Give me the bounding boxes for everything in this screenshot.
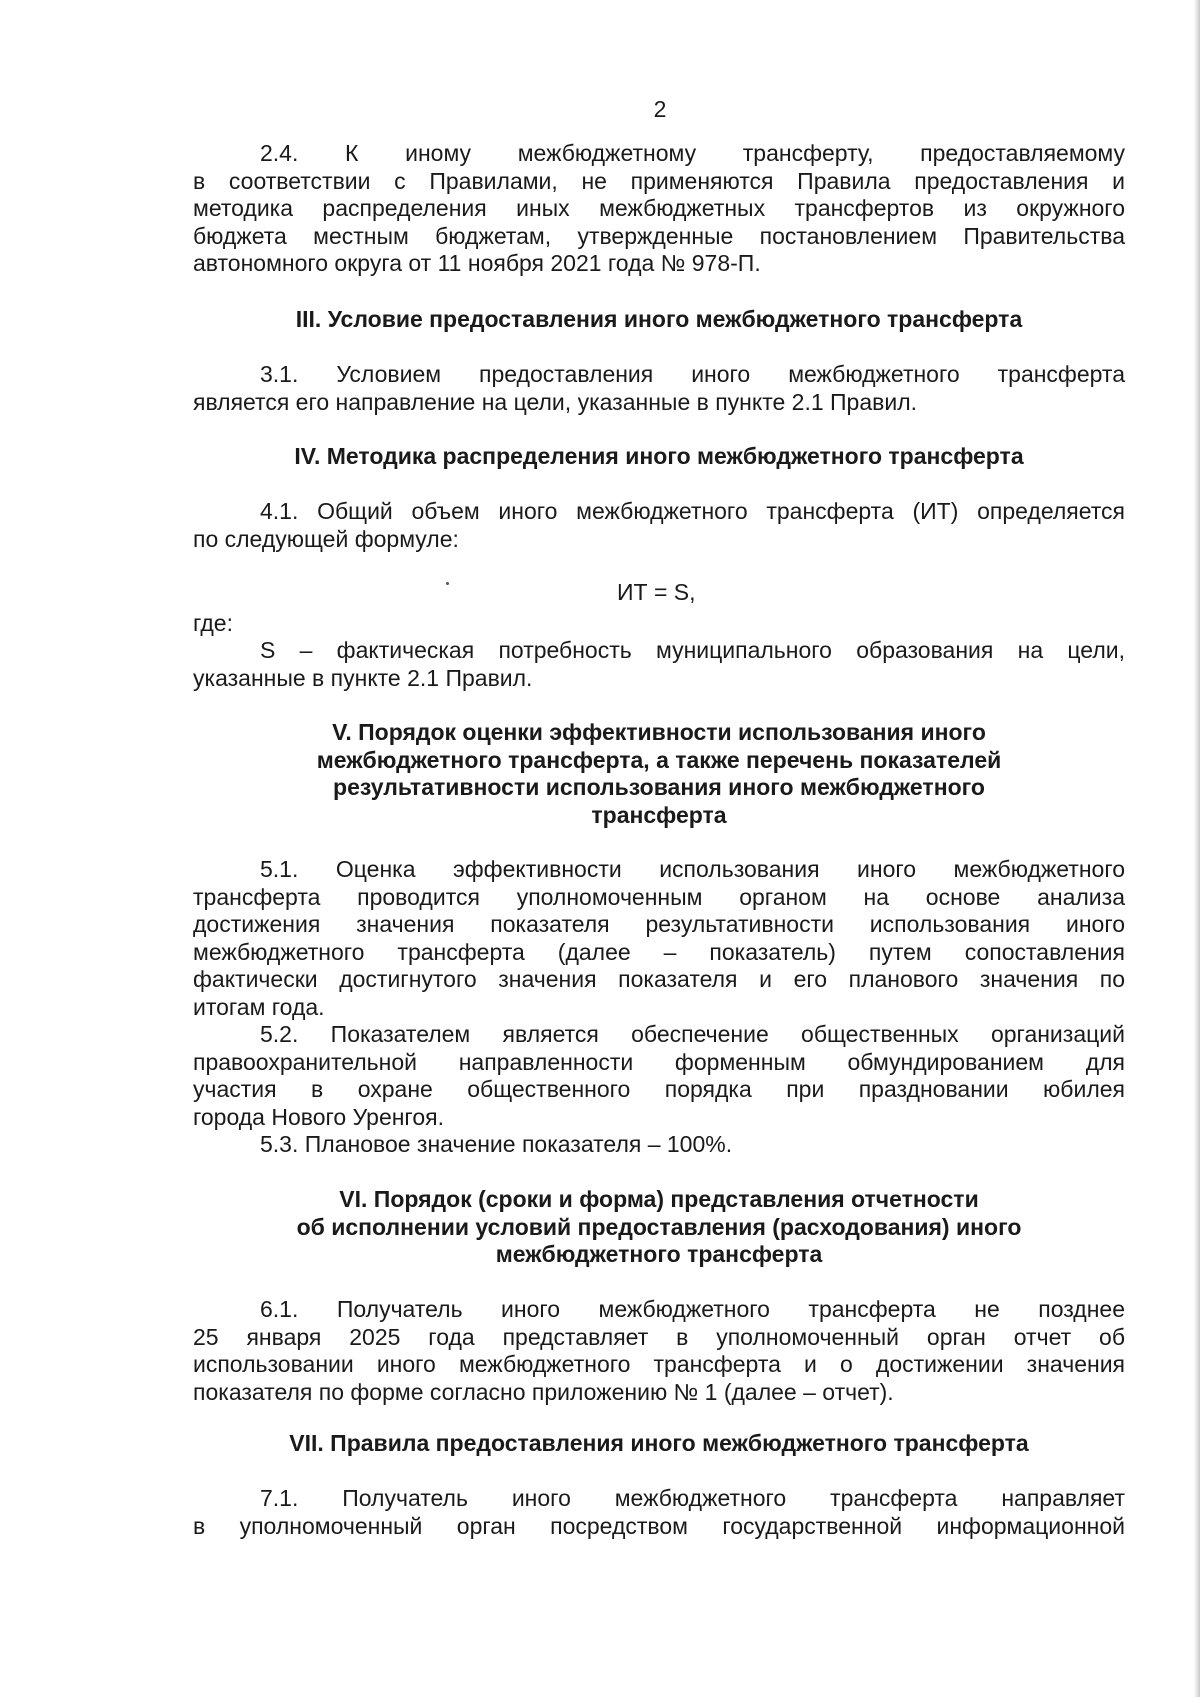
section-7-heading: VII. Правила предоставления иного межбюджетного трансферта <box>289 1430 1029 1456</box>
heading-line: межбюджетного трансферта <box>495 1241 823 1267</box>
heading-line: результативности использования иного межбюджетного <box>333 774 985 800</box>
text-line: S – фактическая потребность муниципального образования на цели, <box>260 637 1125 663</box>
text-line: бюджета местным бюджетам, утвержденные постановлением Правительства <box>193 222 1125 249</box>
paragraph-3-1 <box>193 361 1125 416</box>
paragraph-s-definition <box>193 637 1125 692</box>
paragraph-5-1 <box>193 856 1125 1021</box>
text-line: фактически достигнутого значения показателя и его планового значения по <box>193 966 1125 992</box>
text-line: трансферта проводится уполномоченным органом на основе анализа <box>193 883 1125 910</box>
text-line: 6.1. Получатель иного межбюджетного трансферта не позднее <box>260 1296 1125 1322</box>
formula: ИТ = S, <box>617 579 696 605</box>
text-line: участия в охране общественного порядка при праздновании юбилея <box>193 1076 1125 1102</box>
paragraph-2-4 <box>193 140 1125 278</box>
text-line: достижения значения показателя результативности использования иного <box>193 911 1125 937</box>
text-line: методика распределения иных межбюджетных трансфертов из окружного <box>193 195 1125 221</box>
heading-line: трансферта <box>591 801 727 828</box>
heading-line: V. Порядок оценки эффективности использования иного <box>332 719 986 745</box>
text-line: является его направление на цели, указанные в пункте 2.1 Правил. <box>193 388 918 415</box>
heading-line: об исполнении условий предоставления (расходования) иного <box>296 1213 1022 1240</box>
heading-line: VI. Порядок (сроки и форма) представления отчетности <box>339 1186 979 1212</box>
text-line: использовании иного межбюджетного трансферта и о достижении значения <box>193 1351 1125 1377</box>
scan-speck <box>446 582 449 585</box>
heading-line: межбюджетного трансферта, а также перечень показателей <box>316 746 1002 773</box>
text-line: 3.1. Условием предоставления иного межбюджетного трансферта <box>260 361 1125 387</box>
text-line: 4.1. Общий объем иного межбюджетного трансферта (ИТ) определяется <box>260 498 1125 524</box>
text-line: межбюджетного трансферта (далее – показатель) путем сопоставления <box>193 938 1125 965</box>
text-line: 25 января 2025 года представляет в уполномоченный орган отчет об <box>193 1323 1125 1350</box>
text-line: в соответствии с Правилами, не применяются Правила предоставления и <box>193 167 1125 194</box>
text-line: 5.1. Оценка эффективности использования иного межбюджетного <box>260 856 1125 882</box>
section-6-heading <box>193 1186 1125 1269</box>
paragraph-5-3: 5.3. Плановое значение показателя – 100%. <box>260 1131 733 1157</box>
text-line: 7.1. Получатель иного межбюджетного трансферта направляет <box>260 1485 1125 1511</box>
text-line: 2.4. К иному межбюджетному трансферту, предоставляемому <box>260 140 1125 166</box>
page-number: 2 <box>653 96 667 122</box>
text-line: 5.2. Показателем является обеспечение общественных организаций <box>260 1021 1125 1047</box>
paragraph-7-1 <box>193 1485 1125 1540</box>
paragraph-4-1 <box>193 498 1125 553</box>
text-line: по следующей формуле: <box>193 525 459 552</box>
text-line: города Нового Уренгоя. <box>193 1103 444 1130</box>
text-line: итогам года. <box>193 993 325 1020</box>
text-line: в уполномоченный орган посредством государственной информационной <box>193 1512 1125 1539</box>
paragraph-6-1 <box>193 1296 1125 1406</box>
text-line: показателя по форме согласно приложению № 1 (далее – отчет). <box>193 1378 894 1405</box>
page-edge-shadow <box>1194 0 1200 1697</box>
text-line: указанные в пункте 2.1 Правил. <box>193 664 533 691</box>
text-line: правоохранительной направленности форменным обмундированием для <box>193 1048 1125 1075</box>
section-4-heading: IV. Методика распределения иного межбюджетного трансферта <box>294 443 1024 469</box>
paragraph-5-2 <box>193 1021 1125 1131</box>
where-label: где: <box>193 610 233 636</box>
section-3-heading: III. Условие предоставления иного межбюджетного трансферта <box>295 306 1023 332</box>
text-line: автономного округа от 11 ноября 2021 года № 978-П. <box>193 250 761 276</box>
section-5-heading <box>193 719 1125 829</box>
